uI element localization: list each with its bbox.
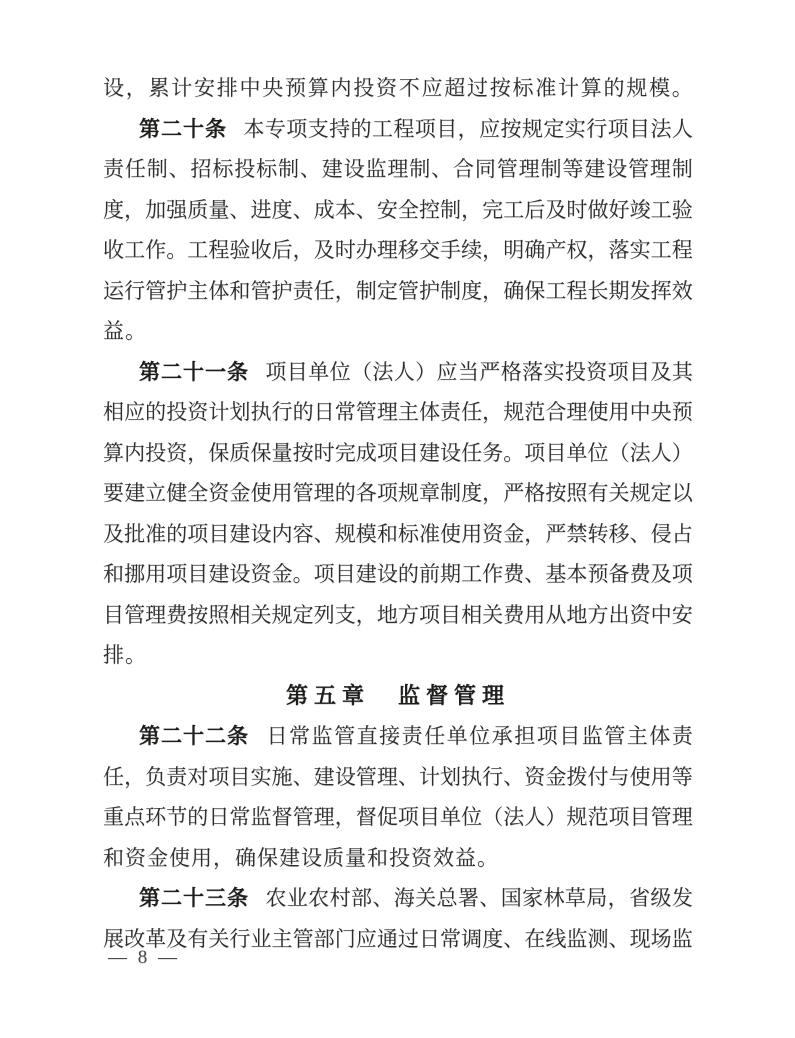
document-line: 要 建 立 健 全 资 金 使 用 管 理 的 各 项 规 章 制 度 ， 严 格 按 照 有 关 规 定 以 (103, 481, 693, 505)
article-number: 第二十三条 (139, 886, 249, 910)
document-line: 运 行 管 护 主 体 和 管 护 责 任 ， 制 定 管 护 制 度 ， 确 保 工 程 长 期 发 挥 效 (103, 278, 693, 303)
document-body (103, 68, 693, 959)
document-line: 益。 (103, 319, 147, 343)
article-number: 第二十二条 (139, 724, 249, 748)
document-line: 和资金使用，确保建设质量和投资效益。 (103, 845, 499, 870)
document-line: 设 ， 累 计 安 排 中 央 预 算 内 投 资 不 应 超 过 按 标 准 计 算 的 规 模 。 (103, 76, 693, 100)
chapter-heading: 第五章 监督管理 (285, 682, 510, 708)
document-line: 第二十条 本 专 项 支 持 的 工 程 项 目 ， 应 按 规 定 实 行 项 目 法 人 (103, 109, 693, 150)
document-line: 收 工 作 。 工 程 验 收 后 ， 及 时 办 理 移 交 手 续 ， 明 确 产 权 ， 落 实 工 程 (103, 238, 693, 262)
document-line: 度 ， 加 强 质 量 、 进 度 、 成 本 、 安 全 控 制 ， 完 工 后 及 时 做 好 竣 工 验 (103, 197, 693, 222)
document-line: 第二十三条 农 业 农 村 部 、 海 关 总 署 、 国 家 林 草 局 ， 省 级 发 (103, 878, 693, 919)
document-line: 算 内 投 资 ， 保 质 保 量 按 时 完 成 项 目 建 设 任 务 。 项 目 单 位 （ 法 人 ） (103, 440, 693, 465)
article-number: 第二十条 (139, 116, 227, 141)
document-line: 展 改 革 及 有 关 行 业 主 管 部 门 应 通 过 日 常 调 度 、 在 线 监 测 、 现 场 监 (103, 926, 693, 951)
document-line: 及 批 准 的 项 目 建 设 内 容 、 规 模 和 标 准 使 用 资 金 ， 严 禁 转 移 、 侵 占 (103, 521, 693, 546)
document-line: 排。 (103, 643, 147, 667)
document-line: 和 挪 用 项 目 建 设 资 金 。 项 目 建 设 的 前 期 工 作 费 、 基 本 预 备 费 及 项 (103, 562, 693, 586)
document-line: 相 应 的 投 资 计 划 执 行 的 日 常 管 理 主 体 责 任 ， 规 范 合 理 使 用 中 央 预 (103, 400, 693, 424)
page-number: — 8 — (108, 947, 180, 968)
document-line: 重 点 环 节 的 日 常 监 督 管 理 ， 督 促 项 目 单 位 （ 法 人 ） 规 范 项 目 管 理 (103, 805, 693, 829)
document-line: 任 ， 负 责 对 项 目 实 施 、 建 设 管 理 、 计 划 执 行 、 资 金 拨 付 与 使 用 等 (103, 764, 693, 789)
article-number: 第二十一条 (139, 359, 249, 384)
document-line: 第二十二条 日 常 监 管 直 接 责 任 单 位 承 担 项 目 监 管 主 体 责 (103, 716, 693, 757)
document-line: 第二十一条 项 目 单 位 （ 法 人 ） 应 当 严 格 落 实 投 资 项 目 及 其 (103, 352, 693, 393)
document-line: 目 管 理 费 按 照 相 关 规 定 列 支 ， 地 方 项 目 相 关 费 用 从 地 方 出 资 中 安 (103, 602, 693, 627)
document-line: 责 任 制 、 招 标 投 标 制 、 建 设 监 理 制 、 合 同 管 理 制 等 建 设 管 理 制 (103, 157, 693, 181)
